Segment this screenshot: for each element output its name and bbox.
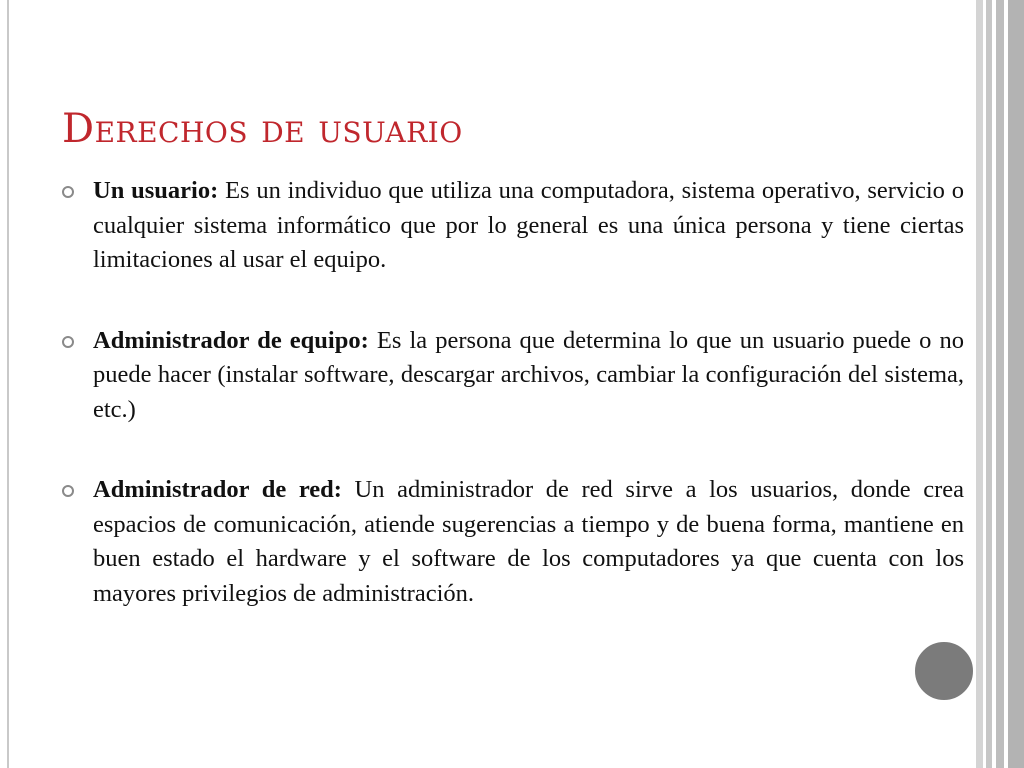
bullet-list [62, 174, 964, 611]
bullet-text: Es la persona que determina lo que un usuario puede o no puede hacer (instalar software, descargar archivos, cambiar la configuración del sistema, etc.) [93, 326, 964, 423]
slide-title: Derechos de usuario [62, 106, 463, 152]
decorative-circle [913, 640, 975, 702]
bullet-term: Administrador de red: [93, 476, 355, 503]
bullet-circle-icon [62, 336, 74, 348]
right-decor-band [1008, 0, 1024, 768]
bullet-text: Es un individuo que utiliza una computadora, sistema operativo, servicio o cualquier sistema informático que por lo general es una única persona y tiene ciertas limitaciones al usar el equipo. [93, 177, 964, 273]
bullet-circle-icon [62, 485, 74, 497]
bullet-term: Administrador de equipo: [93, 326, 377, 354]
bullet-item-admin-equipo [62, 324, 964, 428]
bullet-text: Un administrador de red sirve a los usuarios, donde crea espacios de comunicación, atiende sugerencias a tiempo y de buena forma, mantiene en buen estado el hardware y el software de los computadores ya que cuenta con los mayores privilegios de administración. [93, 476, 964, 607]
bullet-item-usuario [62, 174, 964, 278]
bullet-circle-icon [62, 186, 74, 198]
bullet-term: Un usuario: [93, 177, 226, 204]
bullet-item-admin-red [62, 473, 964, 611]
left-border-line [7, 0, 9, 768]
right-decor-band [996, 0, 1004, 768]
right-decor-band [976, 0, 983, 768]
